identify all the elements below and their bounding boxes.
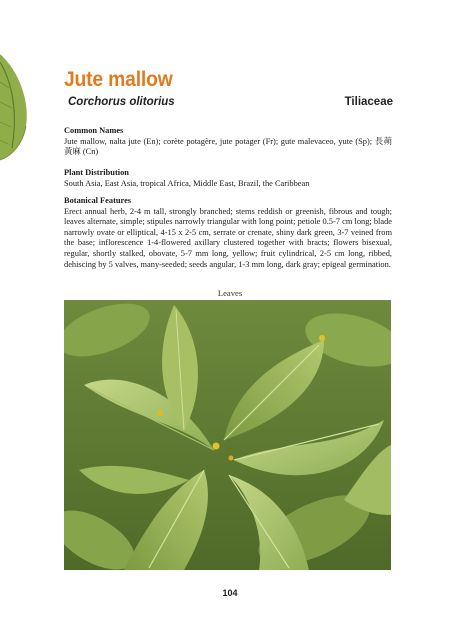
common-names-heading: Common Names: [64, 126, 124, 135]
scientific-name: Corchorus olitorius: [68, 96, 175, 108]
common-names-section: [64, 126, 392, 158]
leaf-decoration-icon: [0, 52, 30, 162]
page-title: Jute mallow: [64, 68, 173, 91]
botanical-heading: Botanical Features: [64, 196, 132, 205]
distribution-heading: Plant Distribution: [64, 168, 129, 177]
plant-family: Tiliaceae: [344, 96, 393, 108]
common-names-text: Jute mallow, nalta jute (En); corète potagère, jute potager (Fr); gute malevaceo, yute (Sp); 長蒴黃麻 (Cn): [64, 136, 392, 157]
botanical-section: [64, 196, 392, 270]
page-number: 104: [222, 588, 238, 598]
distribution-section: [64, 168, 392, 189]
jute-leaves-image: [64, 300, 391, 570]
leaves-photo: [64, 300, 391, 570]
photo-caption: Leaves: [217, 288, 243, 298]
botanical-text: Erect annual herb, 2-4 m tall, strongly branched; stems reddish or greenish, fibrous and tough; leaves alternate, simple; stipules narrowly triangular with long point; petiole 0.5-7 cm long; blade narrowly ovate or elliptical, 4-15 x 2-5 cm, serrate or crenate, shiny dark green, 3-7 veined from the base; inflorescence 1-4-flowered axillary clustered together with bracts; flowers bisexual, regular, shortly stalked, obovate, 5-7 mm long, yellow; fruit cylindrical, 2-5 cm long, ribbed, dehiscing by 5 valves, many-seeded; seeds angular, 1-3 mm long, dark gray; epigeal germination.: [64, 206, 392, 269]
distribution-text: South Asia, East Asia, tropical Africa, Middle East, Brazil, the Caribbean: [64, 178, 310, 188]
